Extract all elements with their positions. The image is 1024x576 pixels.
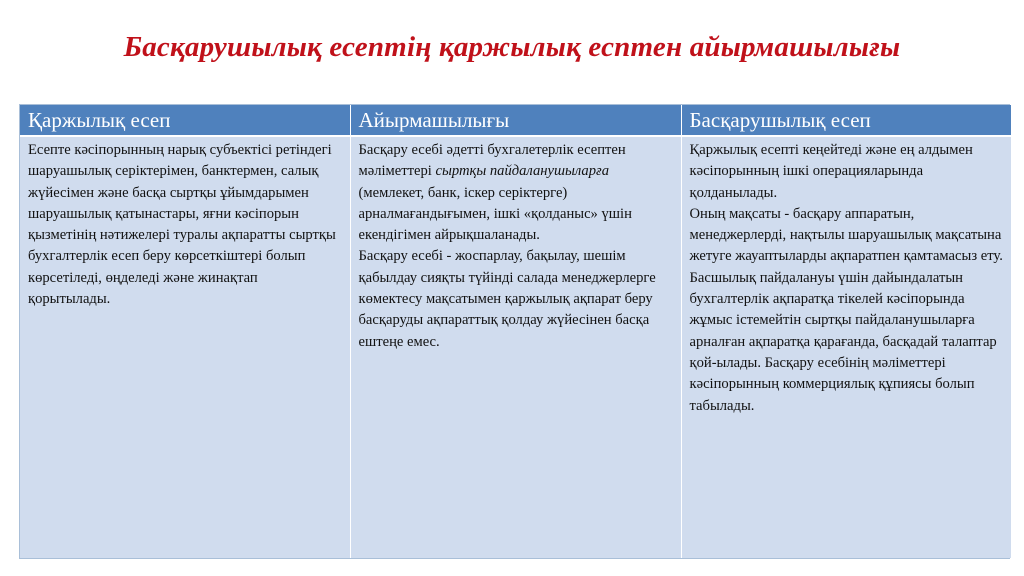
table-row: [20, 136, 1011, 558]
difference-p1-start: Басқару есебі әдетті бухгалетерлік есептен мәліметтері: [358, 142, 626, 180]
financial-accounting-text: Есепте кәсіпорынның нарық субъектісі ретіндегі шаруашылық серіктерімен, банктермен, салық жүйесімен және басқа сыртқы ұйымдарымен шаруашылық қатынастары, яғни кәсіпорын қызметінің нәтижелері туралы ақпаратты сыртқы бухгалтерлік есеп беру көрсеткіштері болып көрсетіледі, өңделеді және жинақтап қорытылады.: [28, 142, 336, 308]
cell-management-accounting: [681, 136, 1011, 558]
header-management-accounting: Басқарушылық есеп: [681, 105, 1011, 136]
slide-title: Басқарушылық есептің қаржылық есптен айырмашылығы: [123, 31, 901, 63]
header-financial-accounting: Қаржылық есеп: [20, 105, 350, 136]
management-paragraph-1: Қаржылық есепті кеңейтеді және ең алдымен кәсіпорынның ішкі операцияларында қолданылады.: [689, 142, 973, 201]
comparison-table: [19, 104, 1010, 559]
difference-paragraph-2: Басқару есебі - жоспарлау, бақылау, шешім қабылдау сияқты түйінді салада менеджерлерге көмектесу мақсатымен қаржылық ақпарат беру басқаруды ақпараттық қолдау жүйесінен басқа ештеңе емес.: [358, 248, 656, 350]
difference-p1-end: (мемлекет, банк, іскер серіктерге) арналмағандығымен, ішкі «қолданыс» үшін екендігімен айрықшаланады.: [358, 184, 632, 244]
difference-p1-emphasis: сыртқы пайдаланушыларға: [435, 163, 610, 180]
difference-paragraph-1: [359, 140, 673, 246]
table-header-row: [20, 105, 1011, 136]
header-difference: Айырмашылығы: [350, 105, 681, 136]
cell-financial-accounting: [20, 136, 350, 558]
cell-difference: [350, 136, 681, 558]
management-paragraph-2: Оның мақсаты - басқару аппаратын, менеджерлерді, нақтылы шаруашылық мақсатына жетуге жауаптыларды ақпаратпен қамтамасыз ету. Басшылық пайдалануы үшін дайындалатын бухгалтерлік ақпаратқа тікелей кәсіпорында жұмыс істемейтін сыртқы пайдаланушыларға арналған ақпаратқа қарағанда, басқадай талаптар қой-ылады. Басқару есебінің мәліметтері кәсіпорынның коммерциялық құпиясы болып табылады.: [689, 205, 1003, 414]
